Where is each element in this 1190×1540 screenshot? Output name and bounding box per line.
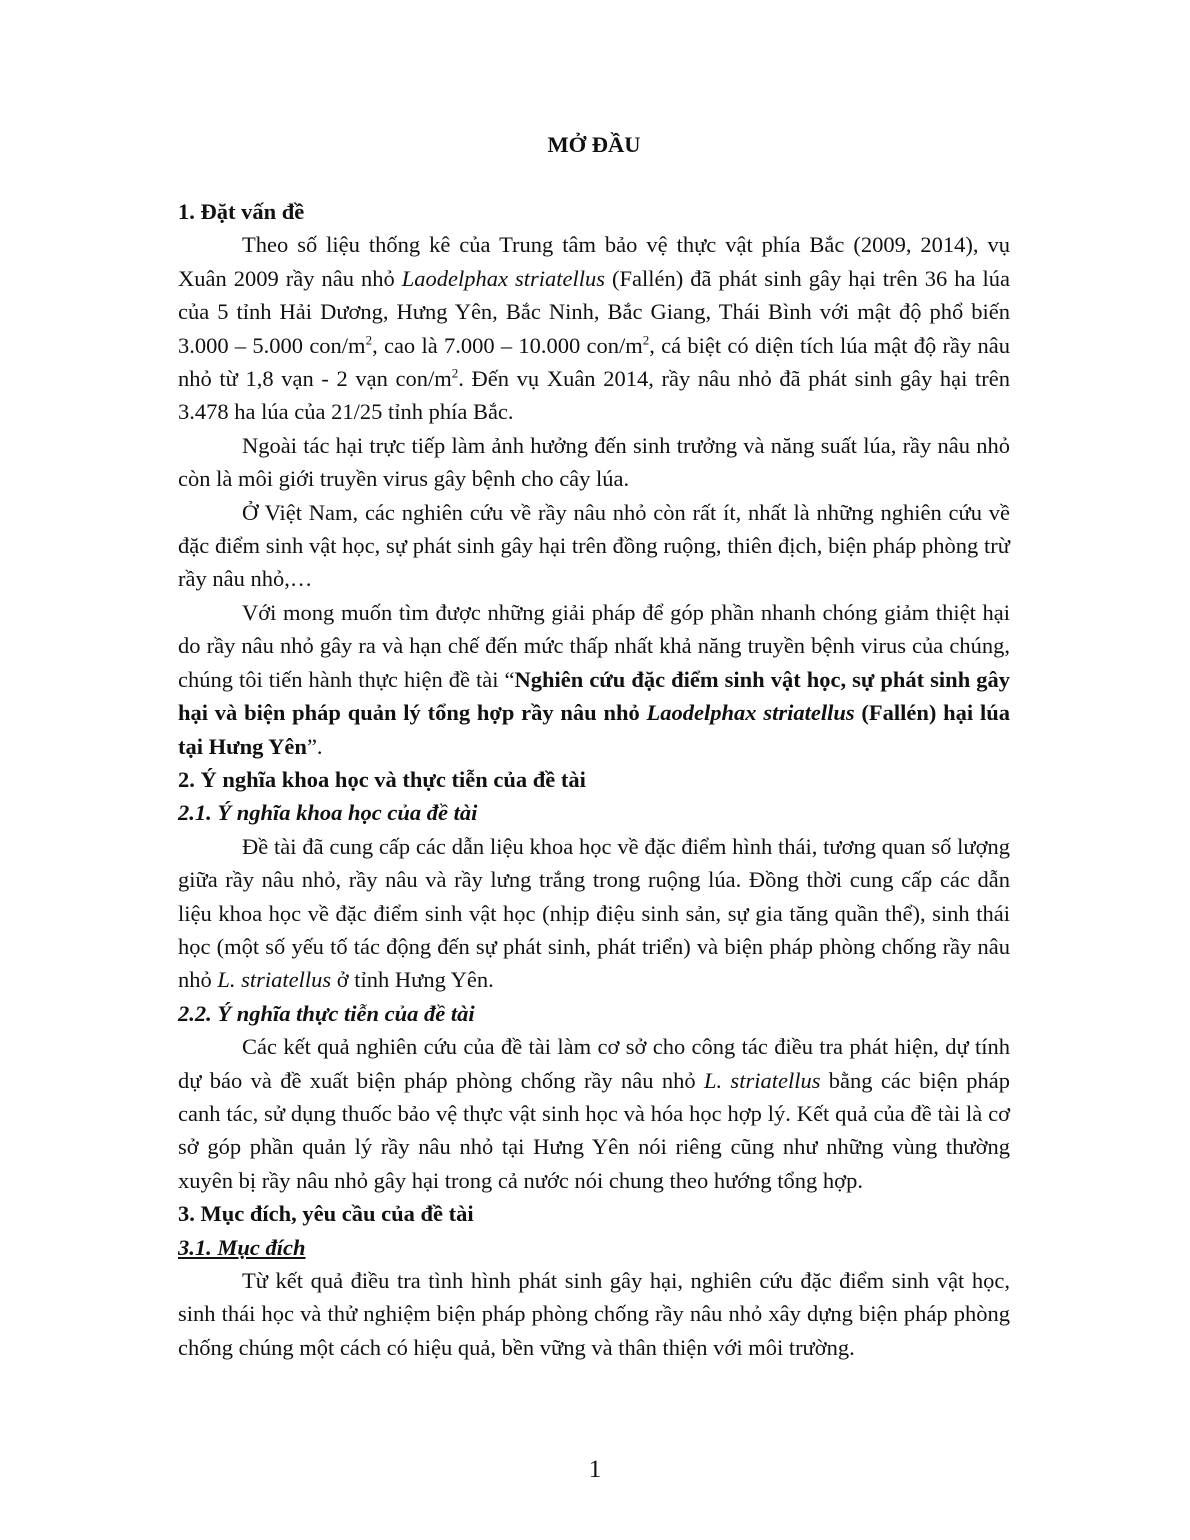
section-3-1-paragraph: Từ kết quả điều tra tình hình phát sinh gây hại, nghiên cứu đặc điểm sinh vật học, sinh thái học và thử nghiệm biện pháp phòng chống rầy nâu nhỏ xây dựng biện pháp phòng chống chúng một cách có hiệu quả, bền vững và thân thiện với môi trường.	[178, 1268, 1010, 1360]
superscript: 2	[642, 332, 650, 348]
text-run: , cao là 7.000 – 10.000 con/m	[372, 332, 643, 358]
section-2-1-heading: 2.1. Ý nghĩa khoa học của đề tài	[178, 800, 478, 826]
section-1-paragraph-2: Ngoài tác hại trực tiếp làm ảnh hưởng đến sinh trưởng và năng suất lúa, rầy nâu nhỏ còn là môi giới truyền virus gây bệnh cho cây lúa.	[178, 432, 1010, 492]
text-run: Các kết quả nghiên cứu của đề tài làm cơ sở cho công tác điều tra phát hiện, dự tính dự báo và đề xuất biện pháp phòng chống rầy nâu nhỏ	[178, 1034, 1010, 1093]
text-run: Theo số liệu thống kê của Trung tâm bảo vệ thực vật phía Bắc (2009, 2014), vụ Xuân 2009 rầy nâu nhỏ	[178, 232, 1010, 291]
text-run: Với mong muốn tìm được những giải pháp để góp phần nhanh chóng giảm thiệt hại do rầy nâu nhỏ gây ra và hạn chế đến mức thấp nhất khả năng truyền bệnh virus của chúng, chúng tôi tiến hành thực hiện đề tài “	[178, 599, 1010, 692]
superscript: 2	[365, 332, 373, 348]
page-number: 1	[588, 1456, 602, 1483]
section-1-paragraph-4	[178, 596, 1010, 763]
text-run: ở tỉnh Hưng Yên.	[331, 967, 494, 993]
superscript: 2	[451, 365, 459, 381]
section-1-heading: 1. Đặt vấn đề	[178, 199, 305, 224]
body-text	[178, 195, 1010, 1364]
text-run: . Đến vụ Xuân 2014, rầy nâu nhỏ đã phát sinh gây hại trên 3.478 ha lúa của 21/25 tỉnh phía Bắc.	[178, 366, 1011, 425]
species-name: Laodelphax striatellus	[646, 700, 855, 726]
section-2-2-paragraph	[178, 1030, 1010, 1197]
species-name: Laodelphax striatellus	[401, 265, 606, 291]
section-3-heading: 3. Mục đích, yêu cầu của đề tài	[178, 1201, 474, 1227]
page-title: MỞ ĐẦU	[547, 132, 641, 157]
section-3-1-heading-text: 3.1. Mục đích	[178, 1234, 306, 1260]
section-2-heading: 2. Ý nghĩa khoa học và thực tiễn của đề tài	[178, 766, 586, 792]
section-1-paragraph-1	[178, 228, 1010, 428]
species-name: L. striatellus	[703, 1067, 821, 1093]
thesis-title-part: (Fallén) hại lúa tại Hưng Yên	[178, 700, 1010, 759]
section-2-2-heading: 2.2. Ý nghĩa thực tiễn của đề tài	[178, 1000, 475, 1026]
species-name: L. striatellus	[217, 967, 332, 993]
thesis-title-part: Nghiên cứu đặc điểm sinh vật học, sự phát sinh gây hại và biện pháp quản lý tổng hợp rầy nâu nhỏ	[178, 666, 1010, 726]
text-run: , cá biệt có diện tích lúa mật độ rầy nâu nhỏ từ 1,8 vạn - 2 vạn con/m	[178, 332, 1010, 392]
section-3-1-heading	[178, 1231, 1010, 1264]
section-1-paragraph-3: Ở Việt Nam, các nghiên cứu về rầy nâu nhỏ còn rất ít, nhất là những nghiên cứu về đặc điểm sinh vật học, sự phát sinh gây hại trên đồng ruộng, thiên địch, biện pháp phòng trừ rầy nâu nhỏ,…	[178, 499, 1010, 592]
text-run: Đề tài đã cung cấp các dẫn liệu khoa học về đặc điểm hình thái, tương quan số lượng giữa rầy nâu nhỏ, rầy nâu và rầy lưng trắng trong ruộng lúa. Đồng thời cung cấp các dẫn liệu khoa học về đặc điểm sinh vật học (nhịp điệu sinh sản, sự gia tăng quần thể), sinh thái học (một số yếu tố tác động đến sự phát sinh, phát triển) và biện pháp phòng chống rầy nâu nhỏ	[178, 833, 1010, 993]
text-run: bằng các biện pháp canh tác, sử dụng thuốc bảo vệ thực vật sinh học và hóa học hợp lý. Kết quả của đề tài là cơ sở góp phần quản lý rầy nâu nhỏ tại Hưng Yên nói riêng cũng như những vùng thường xuyên bị rầy nâu nhỏ gây hại trong cả nước nói chung theo hướng tổng hợp.	[178, 1067, 1010, 1193]
text-run: (Fallén) đã phát sinh gây hại trên 36 ha lúa của 5 tỉnh Hải Dương, Hưng Yên, Bắc Ninh, Bắc Giang, Thái Bình với mật độ phổ biến 3.000 – 5.000 con/m	[178, 265, 1010, 358]
section-2-1-paragraph	[178, 830, 1010, 997]
text-run: ”.	[306, 733, 323, 759]
